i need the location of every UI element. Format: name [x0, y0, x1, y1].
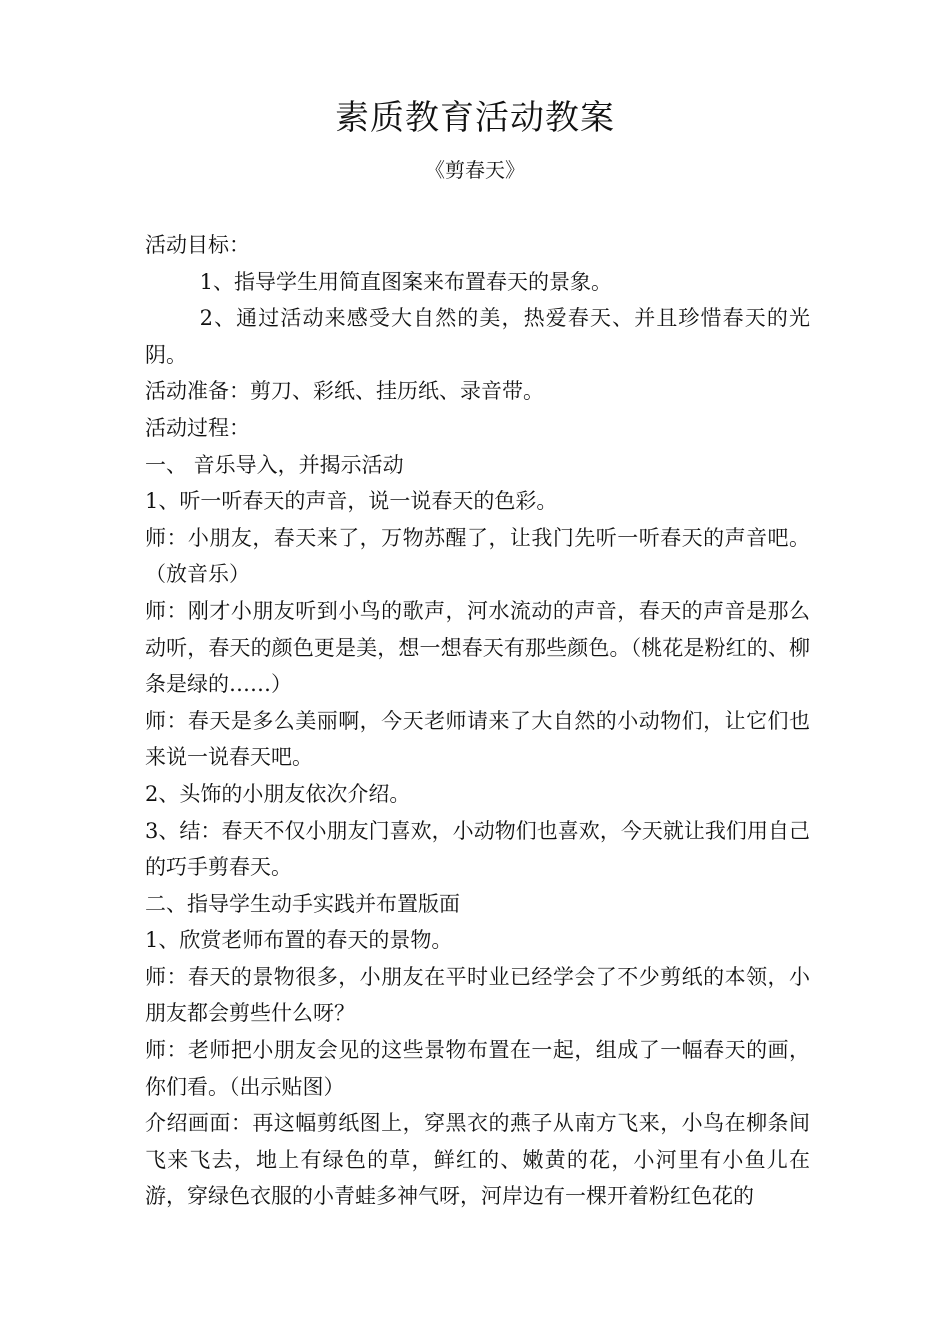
section-heading-goals: 活动目标：: [145, 233, 250, 257]
paragraph: 1、听一听春天的声音，说一说春天的色彩。: [145, 489, 558, 514]
paragraph: 师：小朋友，春天来了，万物苏醒了，让我门先听一听春天的声音吧。（放音乐）: [145, 525, 810, 587]
paragraph: 师：老师把小朋友会见的这些景物布置在一起，组成了一幅春天的画，你们看。（出示贴图）: [145, 1038, 810, 1099]
paragraph: 介绍画面：再这幅剪纸图上，穿黑衣的燕子从南方飞来，小鸟在柳条间飞来飞去，地上有绿色的草，鲜红的、嫩黄的花，小河里有小鱼儿在游，穿绿色衣服的小青蛙多神气呀，河岸边有一棵开着粉红色花的: [145, 1111, 810, 1209]
document-body: [145, 227, 810, 1215]
goal-item: 2、通过活动来感受大自然的美，热爱春天、并且珍惜春天的光阴。: [145, 306, 810, 367]
paragraph: 师：春天的景物很多，小朋友在平时业已经学会了不少剪纸的本领，小朋友都会剪些什么呀？: [145, 964, 810, 1026]
step-heading: 二、指导学生动手实践并布置版面: [145, 891, 460, 916]
paragraph: 2、头饰的小朋友依次介绍。: [145, 781, 411, 806]
section-heading-process: 活动过程：: [145, 415, 250, 440]
paragraph: 1、欣赏老师布置的春天的景物。: [145, 928, 453, 953]
paragraph: 3、结：春天不仅小朋友门喜欢，小动物们也喜欢，今天就让我们用自己的巧手剪春天。: [145, 818, 810, 880]
step-heading: 一、 音乐导入，并揭示活动: [145, 452, 404, 477]
document-title: 素质教育活动教案: [335, 98, 615, 138]
paragraph: 师：刚才小朋友听到小鸟的歌声，河水流动的声音，春天的声音是那么动听，春天的颜色更是美，想一想春天有那些颜色。（桃花是粉红的、柳条是绿的……）: [145, 598, 810, 697]
document-subtitle: 《剪春天》: [425, 158, 525, 182]
paragraph: 师：春天是多么美丽啊，今天老师请来了大自然的小动物们，让它们也来说一说春天吧。: [145, 708, 810, 770]
section-heading-preparation: 活动准备：剪刀、彩纸、挂历纸、录音带。: [145, 379, 544, 404]
goal-item: 1、指导学生用简直图案来布置春天的景象。: [199, 269, 612, 294]
